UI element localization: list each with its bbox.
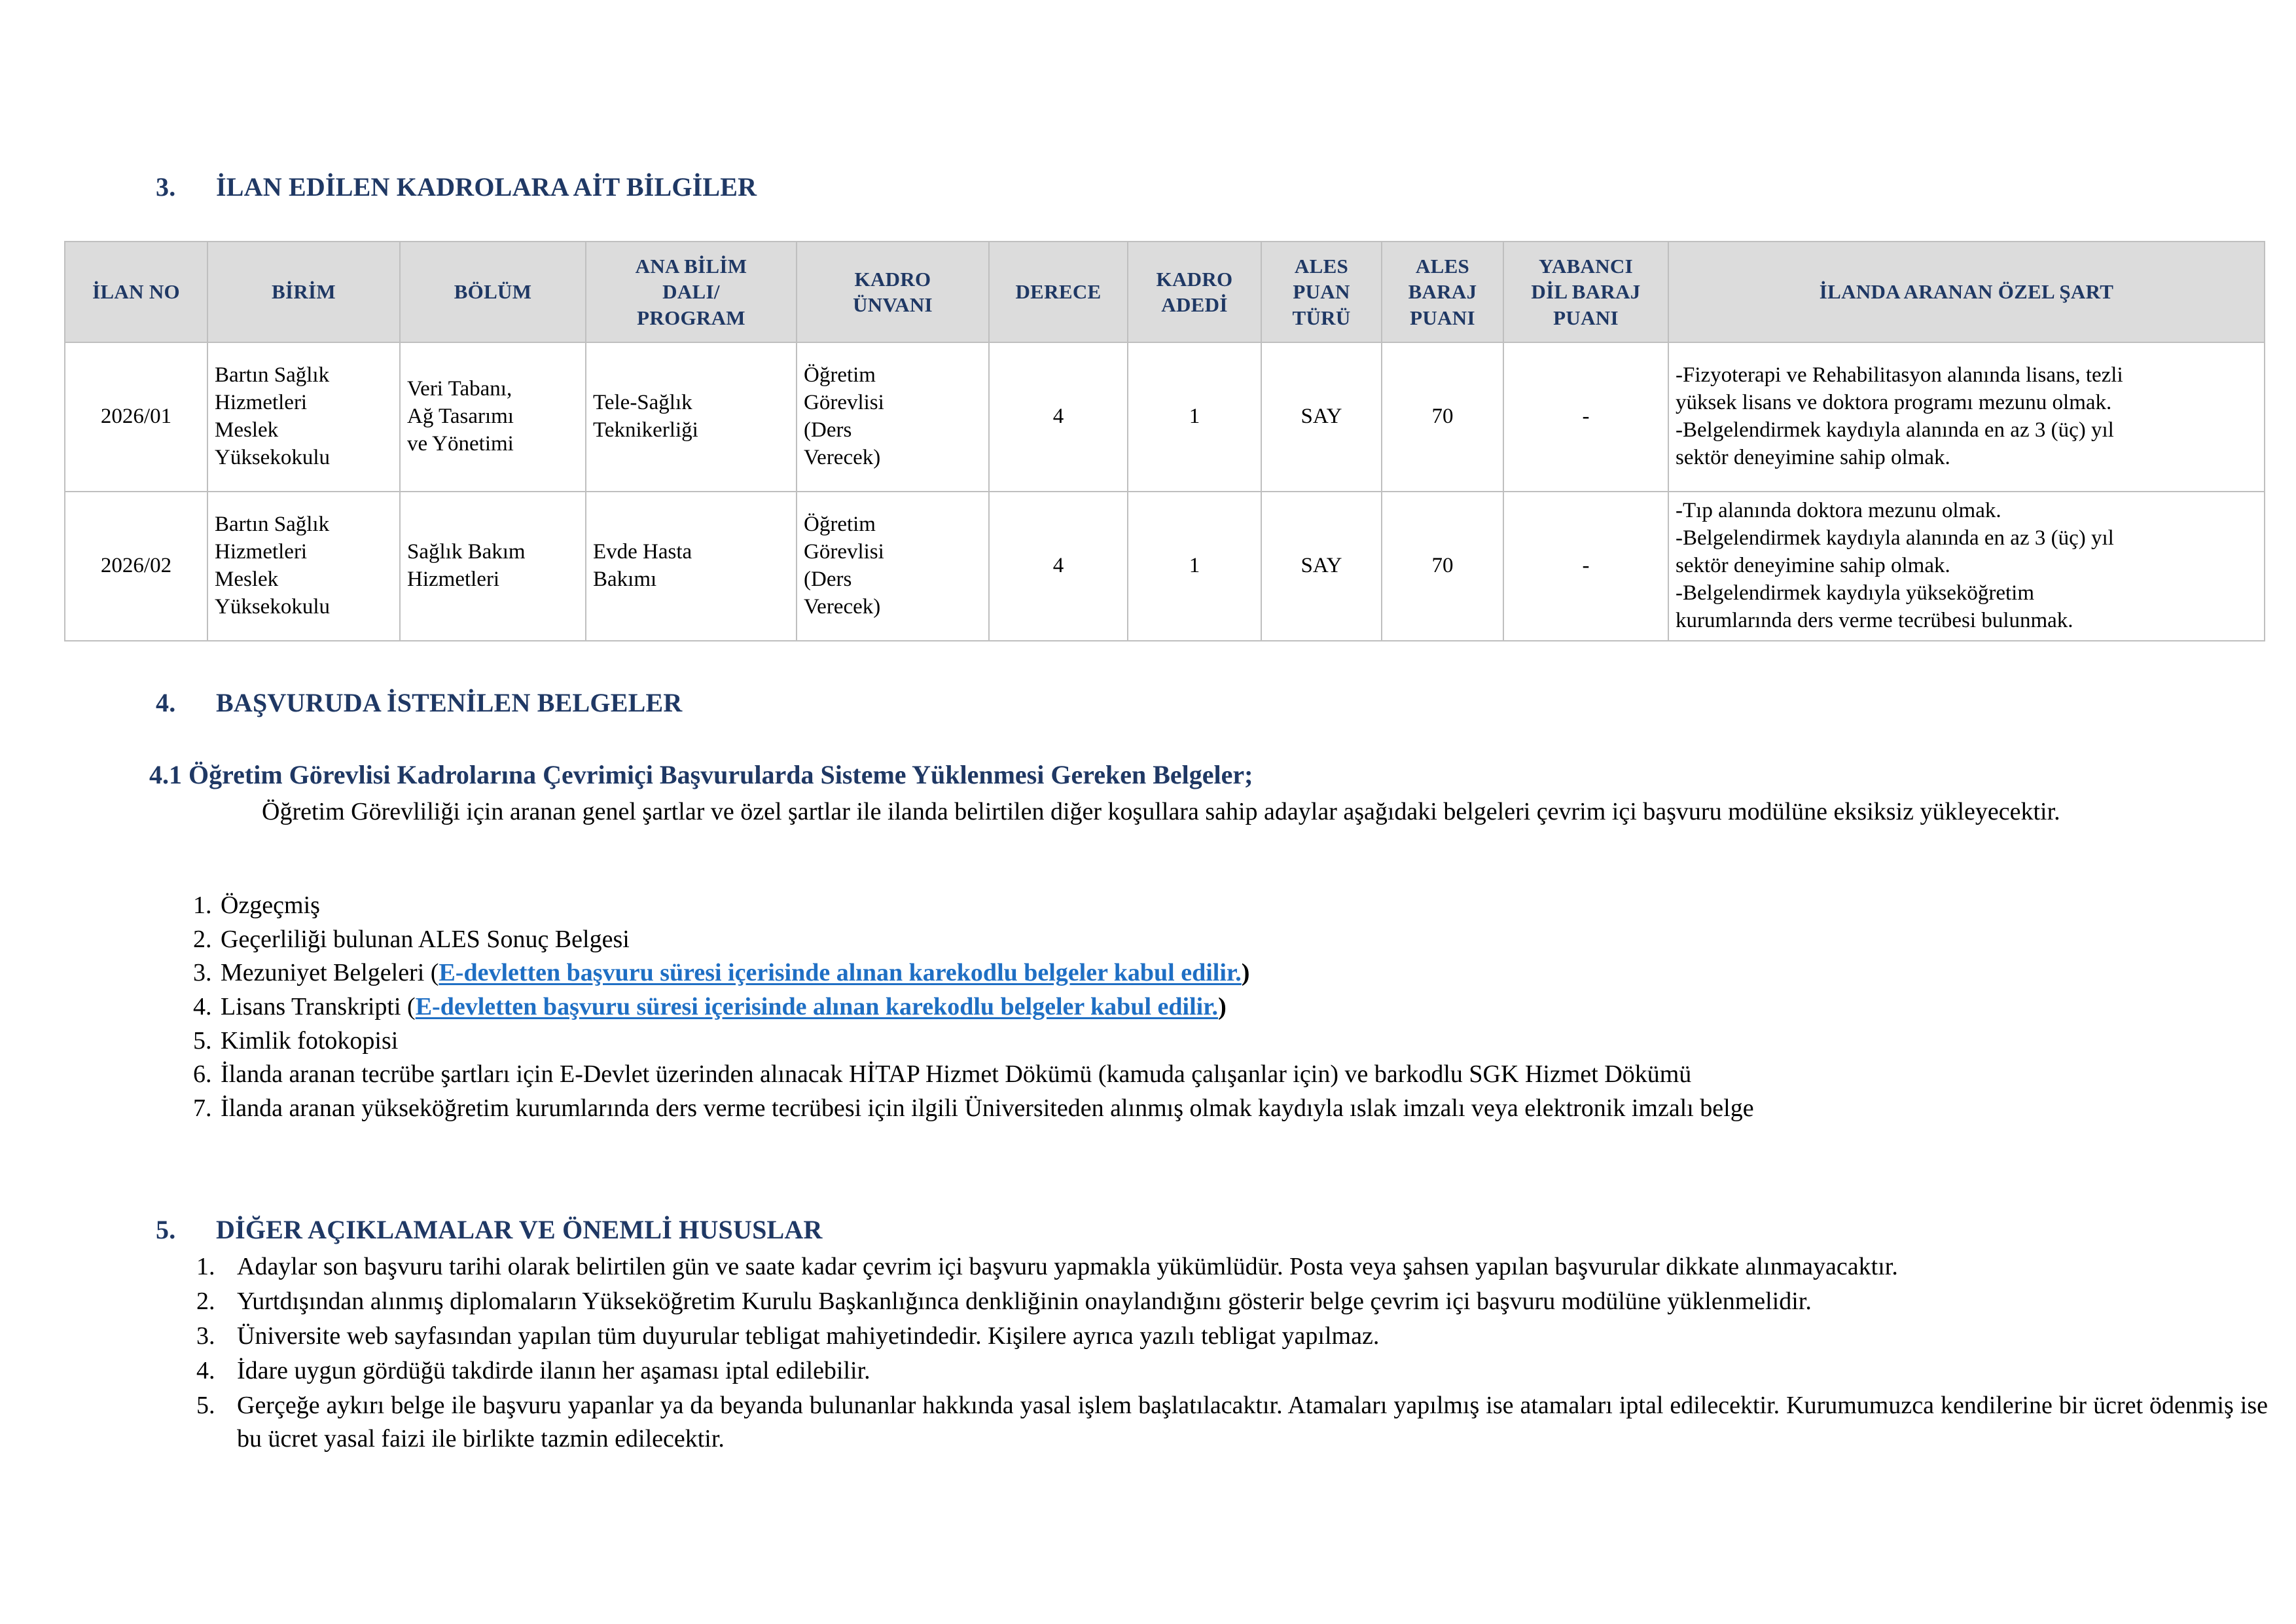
hususlar-list [196,1250,2268,1456]
table-row [65,342,2265,492]
line: Verecek) [804,445,881,469]
list-item-text: Geçerliliği bulunan ALES Sonuç Belgesi [221,925,630,953]
line: ALES [1294,254,1349,278]
col-bolum: BÖLÜM [400,242,586,342]
list-item-index: 5. [196,1391,215,1419]
line: ALES [1415,254,1470,278]
list-item-text: Kimlik fotokopisi [221,1026,399,1055]
list-item-index: 4. [193,993,212,1021]
col-ales-puan-turu [1261,242,1382,342]
list-item-index: 3. [193,959,212,987]
cell-ozel-sart-lines [1676,497,2257,635]
col-yabanci-dil-lines [1511,253,1661,331]
col-ozel-sart: İLANDA ARANAN ÖZEL ŞART [1668,242,2265,342]
cell-ales-baraj-puani: 70 [1382,342,1503,492]
section-4-1-heading: 4.1 Öğretim Görevlisi Kadrolarına Çevrimiçi Başvurularda Sisteme Yüklenmesi Gereken Belgeler; [149,760,1253,789]
list-item-text-after: ) [1241,959,1250,987]
line: Hizmetleri [215,391,308,415]
cell-birim [207,492,400,641]
line: Veri Tabanı, [407,377,512,401]
list-item-text: İlanda aranan tecrübe şartları için E-Devlet üzerinden alınacak HİTAP Hizmet Dökümü (kamuda çalışanlar için) ve barkodlu SGK Hizmet Dökümü [221,1060,1692,1089]
section-4-number: 4. [156,688,176,717]
line: PUANI [1410,306,1475,329]
section-5-number: 5. [156,1215,176,1244]
cell-derece: 4 [989,342,1128,492]
section-4-1-paragraph: Öğretim Görevliliği için aranan genel şartlar ve özel şartlar ile ilanda belirtilen diğer koşullara sahip adaylar aşağıdaki belgeleri çevrim içi başvuru modülüne eksiksiz yükleyecektir. [262,798,2060,825]
line: Bartın Sağlık [215,363,330,388]
list-item-index: 2. [196,1287,215,1315]
line: -Tıp alanında doktora mezunu olmak. [1676,499,2001,523]
cell-birim-lines [215,362,393,472]
list-item-text: Yurtdışından alınmış diplomaların Yükseköğretim Kurulu Başkanlığınca denkliğinin onaylandığını gösterir belge çevrim içi başvuru modülüne yüklenmelidir. [237,1287,1812,1315]
line: Görevlisi [804,391,884,415]
list-item [193,1024,2268,1058]
cell-ozel-sart [1668,492,2265,641]
cell-ana-bilim-dali [586,342,797,492]
col-birim: BİRİM [207,242,400,342]
cell-kadro-unvani-lines [804,362,982,472]
line: PUANI [1553,306,1619,329]
list-item-index: 6. [193,1060,212,1089]
list-item [196,1285,2268,1318]
line: ve Yönetimi [407,431,514,456]
line: -Fizyoterapi ve Rehabilitasyon alanında lisans, tezli [1676,363,2123,388]
list-item [193,923,2268,957]
line: -Belgelendirmek kaydıyla yükseköğretim [1676,581,2035,605]
cell-ilan-no: 2026/01 [65,342,207,492]
line: Hizmetleri [215,540,308,564]
cell-kadro-unvani [797,342,989,492]
cell-kadro-adedi: 1 [1128,492,1261,641]
line: sektör deneyimine sahip olmak. [1676,445,1950,469]
col-ana-bilim-dali [586,242,797,342]
line: TÜRÜ [1292,306,1351,329]
cell-ales-puan-turu: SAY [1261,342,1382,492]
list-item [193,990,2268,1024]
list-item [196,1320,2268,1353]
list-item-index: 1. [196,1253,215,1280]
col-ales-baraj-puani [1382,242,1503,342]
list-item [196,1354,2268,1388]
cell-yabanci-dil-baraj-puani: - [1503,342,1668,492]
list-item [193,889,2268,923]
col-yabanci-dil-baraj-puani [1503,242,1668,342]
table-row [65,492,2265,641]
line: (Ders [804,568,852,591]
section-4-heading [156,687,682,718]
cell-ilan-no: 2026/02 [65,492,207,641]
list-item-text-before: Mezuniyet Belgeleri ( [221,959,439,987]
line: Görevlisi [804,540,884,564]
line: Bakımı [593,568,657,591]
cell-ales-baraj-puani: 70 [1382,492,1503,641]
section-5-heading [156,1214,823,1245]
cell-bolum [400,492,586,641]
line: Teknikerliği [593,418,698,442]
line: Öğretim [804,363,876,388]
list-item [193,1058,2268,1092]
line: -Belgelendirmek kaydıyla alanında en az 3 (üç) yıl [1676,526,2114,550]
list-item-index: 1. [193,892,212,919]
line: Yüksekokulu [215,445,330,469]
line: KADRO [854,267,931,291]
list-item-index: 7. [193,1094,212,1123]
line: KADRO [1156,267,1233,291]
line: Ağ Tasarımı [407,405,514,429]
list-item-index: 3. [196,1322,215,1350]
list-item-text: İlanda aranan yükseköğretim kurumlarında ders verme tecrübesi için ilgili Üniversiteden alınmış olmak kaydıyla ıslak imzalı veya elektronik imzalı belge [221,1094,1754,1123]
line: Bartın Sağlık [215,513,330,537]
cell-kadro-unvani-lines [804,511,982,621]
line: DİL BARAJ [1531,280,1641,304]
cell-bolum-lines [407,376,579,458]
line: sektör deneyimine sahip olmak. [1676,554,1950,578]
list-item [193,1092,2268,1126]
cell-yabanci-dil-baraj-puani: - [1503,492,1668,641]
line: Sağlık Bakım [407,540,526,564]
cell-kadro-unvani [797,492,989,641]
cell-ana-bilim-lines [593,539,789,594]
col-ilan-no: İLAN NO [65,242,207,342]
list-item [196,1389,2268,1456]
table-header-row [65,242,2265,342]
edevlet-note-link[interactable]: E-devletten başvuru süresi içerisinde alınan karekodlu belgeler kabul edilir. [439,959,1242,987]
list-item-index: 4. [196,1356,215,1384]
cell-ana-bilim-dali [586,492,797,641]
kadro-table [64,241,2265,641]
cell-ozel-sart-lines [1676,362,2257,472]
col-derece: DERECE [989,242,1128,342]
list-item-text: Üniversite web sayfasından yapılan tüm duyurular tebligat mahiyetindedir. Kişilere ayrıca yazılı tebligat yapılmaz. [237,1322,1380,1350]
line: PUAN [1293,280,1350,304]
cell-birim-lines [215,511,393,621]
cell-birim [207,342,400,492]
cell-ozel-sart [1668,342,2265,492]
line: Tele-Sağlık [593,391,692,415]
line: Öğretim [804,513,876,537]
line: PROGRAM [637,306,745,329]
line: ADEDİ [1161,293,1228,316]
required-documents-list [193,889,2268,1126]
list-item-index: 2. [193,925,212,953]
list-item-index: 5. [193,1026,212,1055]
table-body [65,342,2265,641]
col-ales-puan-turu-lines [1268,253,1374,331]
section-3-heading [156,171,757,202]
line: Evde Hasta [593,540,692,564]
section-3-title: İLAN EDİLEN KADROLARA AİT BİLGİLER [216,172,757,202]
line: ÜNVANI [853,293,933,316]
line: -Belgelendirmek kaydıyla alanında en az 3 (üç) yıl [1676,418,2114,442]
list-item-text: Gerçeğe aykırı belge ile başvuru yapanlar ya da beyanda bulunanlar hakkında yasal işlem başlatılacaktır. Atamaları yapılmış ise atamaları iptal edilecektir. Kurumumuzca kendilerine bir ücret ödenmiş ise bu ücret yasal faizi ile birlikte tazmin edilecektir. [237,1391,2268,1453]
line: kurumlarında ders verme tecrübesi bulunmak. [1676,608,2073,632]
line: BARAJ [1408,280,1477,304]
col-ana-bilim-lines [593,253,789,331]
section-5-title: DİĞER AÇIKLAMALAR VE ÖNEMLİ HUSUSLAR [216,1215,823,1244]
cell-derece: 4 [989,492,1128,641]
cell-bolum [400,342,586,492]
line: Yüksekokulu [215,594,330,619]
col-kadro-adedi-lines [1135,266,1254,318]
cell-ales-puan-turu: SAY [1261,492,1382,641]
line: Hizmetleri [407,568,500,591]
line: DALI/ [662,280,720,304]
line: Meslek [215,418,279,442]
edevlet-note-link[interactable]: E-devletten başvuru süresi içerisinde alınan karekodlu belgeler kabul edilir. [415,993,1219,1021]
list-item-text: Özgeçmiş [221,892,320,919]
line: Verecek) [804,594,881,619]
line: ANA BİLİM [635,254,747,278]
list-item [193,956,2268,990]
list-item-text: Adaylar son başvuru tarihi olarak belirtilen gün ve saate kadar çevrim içi başvuru yapmakla yükümlüdür. Posta veya şahsen yapılan başvurular dikkate alınmayacaktır. [237,1253,1898,1280]
list-item-text: İdare uygun gördüğü takdirde ilanın her aşaması iptal edilebilir. [237,1356,870,1384]
list-item [196,1250,2268,1284]
table-header [65,242,2265,342]
cell-bolum-lines [407,539,579,594]
cell-ana-bilim-lines [593,389,789,444]
col-ales-baraj-lines [1389,253,1496,331]
list-item-text-before: Lisans Transkripti ( [221,993,416,1021]
col-kadro-unvani-lines [804,266,982,318]
col-kadro-adedi [1128,242,1261,342]
list-item-text-after: ) [1218,993,1227,1021]
line: yüksek lisans ve doktora programı mezunu olmak. [1676,391,2112,415]
section-4-title: BAŞVURUDA İSTENİLEN BELGELER [216,688,683,717]
section-3-number: 3. [156,172,176,202]
line: (Ders [804,418,852,442]
line: Meslek [215,568,279,591]
cell-kadro-adedi: 1 [1128,342,1261,492]
col-kadro-unvani [797,242,989,342]
line: YABANCI [1539,254,1633,278]
